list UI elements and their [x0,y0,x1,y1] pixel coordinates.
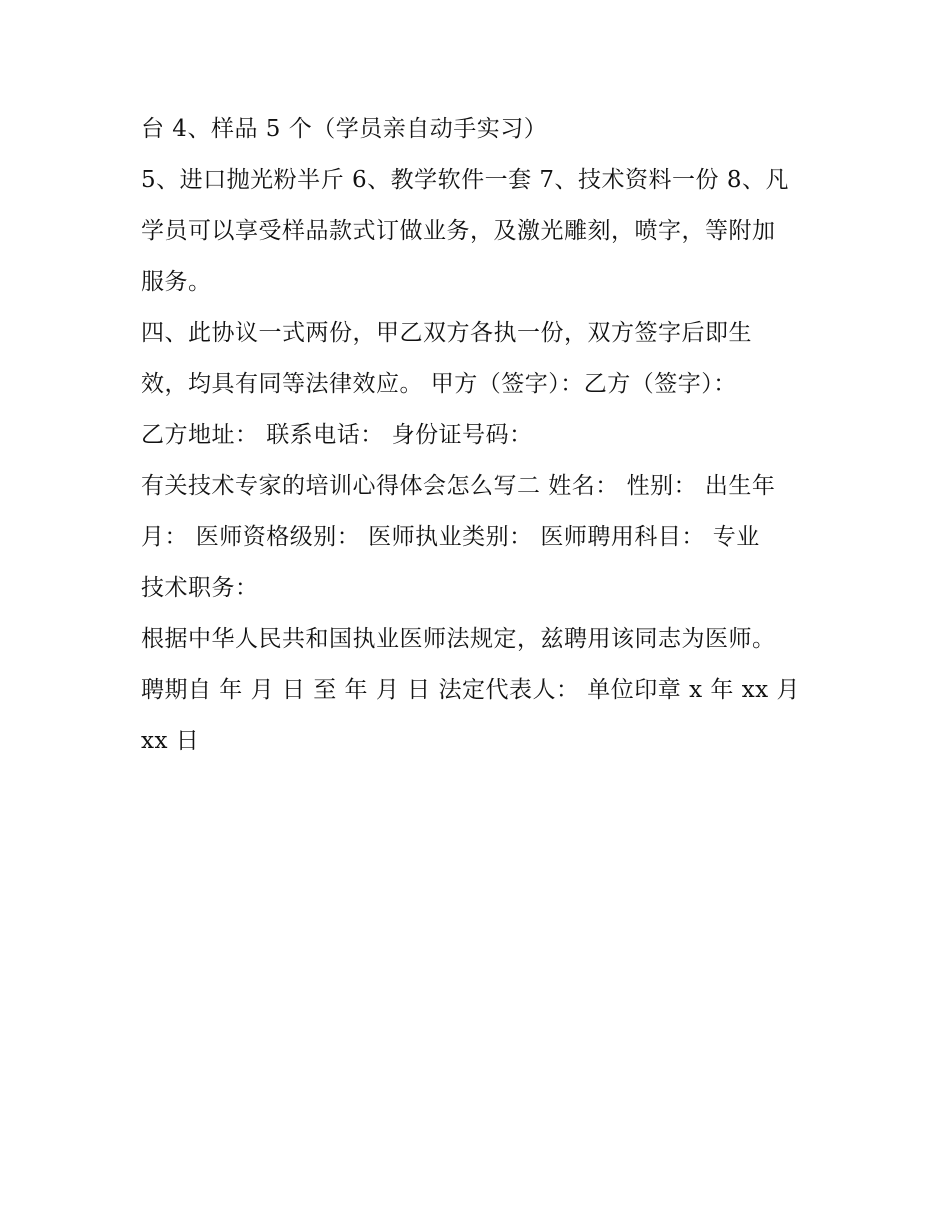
text-line: xx 日 [141,728,200,754]
text-line: 5、进口抛光粉半斤 6、教学软件一套 7、技术资料一份 8、凡 [141,167,789,193]
text-line: 乙方地址： 联系电话： 身份证号码： [141,422,533,448]
document-body [141,110,821,773]
text-line: 聘期自 年 月 日 至 年 月 日 法定代表人： 单位印章 x 年 xx 月 [141,677,800,703]
text-line: 服务。 [141,269,212,295]
text-line: 四、此协议一式两份，甲乙双方各执一份，双方签字后即生 [141,320,752,346]
text-line: 月： 医师资格级别： 医师执业类别： 医师聘用科目： 专业 [141,524,760,550]
text-line: 技术职务： [141,575,259,601]
text-line: 效，均具有同等法律效应。 甲方（签字）：乙方（签字）： [141,371,737,397]
text-line: 台 4、样品 5 个（学员亲自动手实习） [141,116,548,142]
text-line: 根据中华人民共和国执业医师法规定，兹聘用该同志为医师。 [141,626,776,652]
text-line: 有关技术专家的培训心得体会怎么写二 姓名： 性别： 出生年 [141,473,776,499]
text-line: 学员可以享受样品款式订做业务，及激光雕刻，喷字，等附加 [141,218,776,244]
